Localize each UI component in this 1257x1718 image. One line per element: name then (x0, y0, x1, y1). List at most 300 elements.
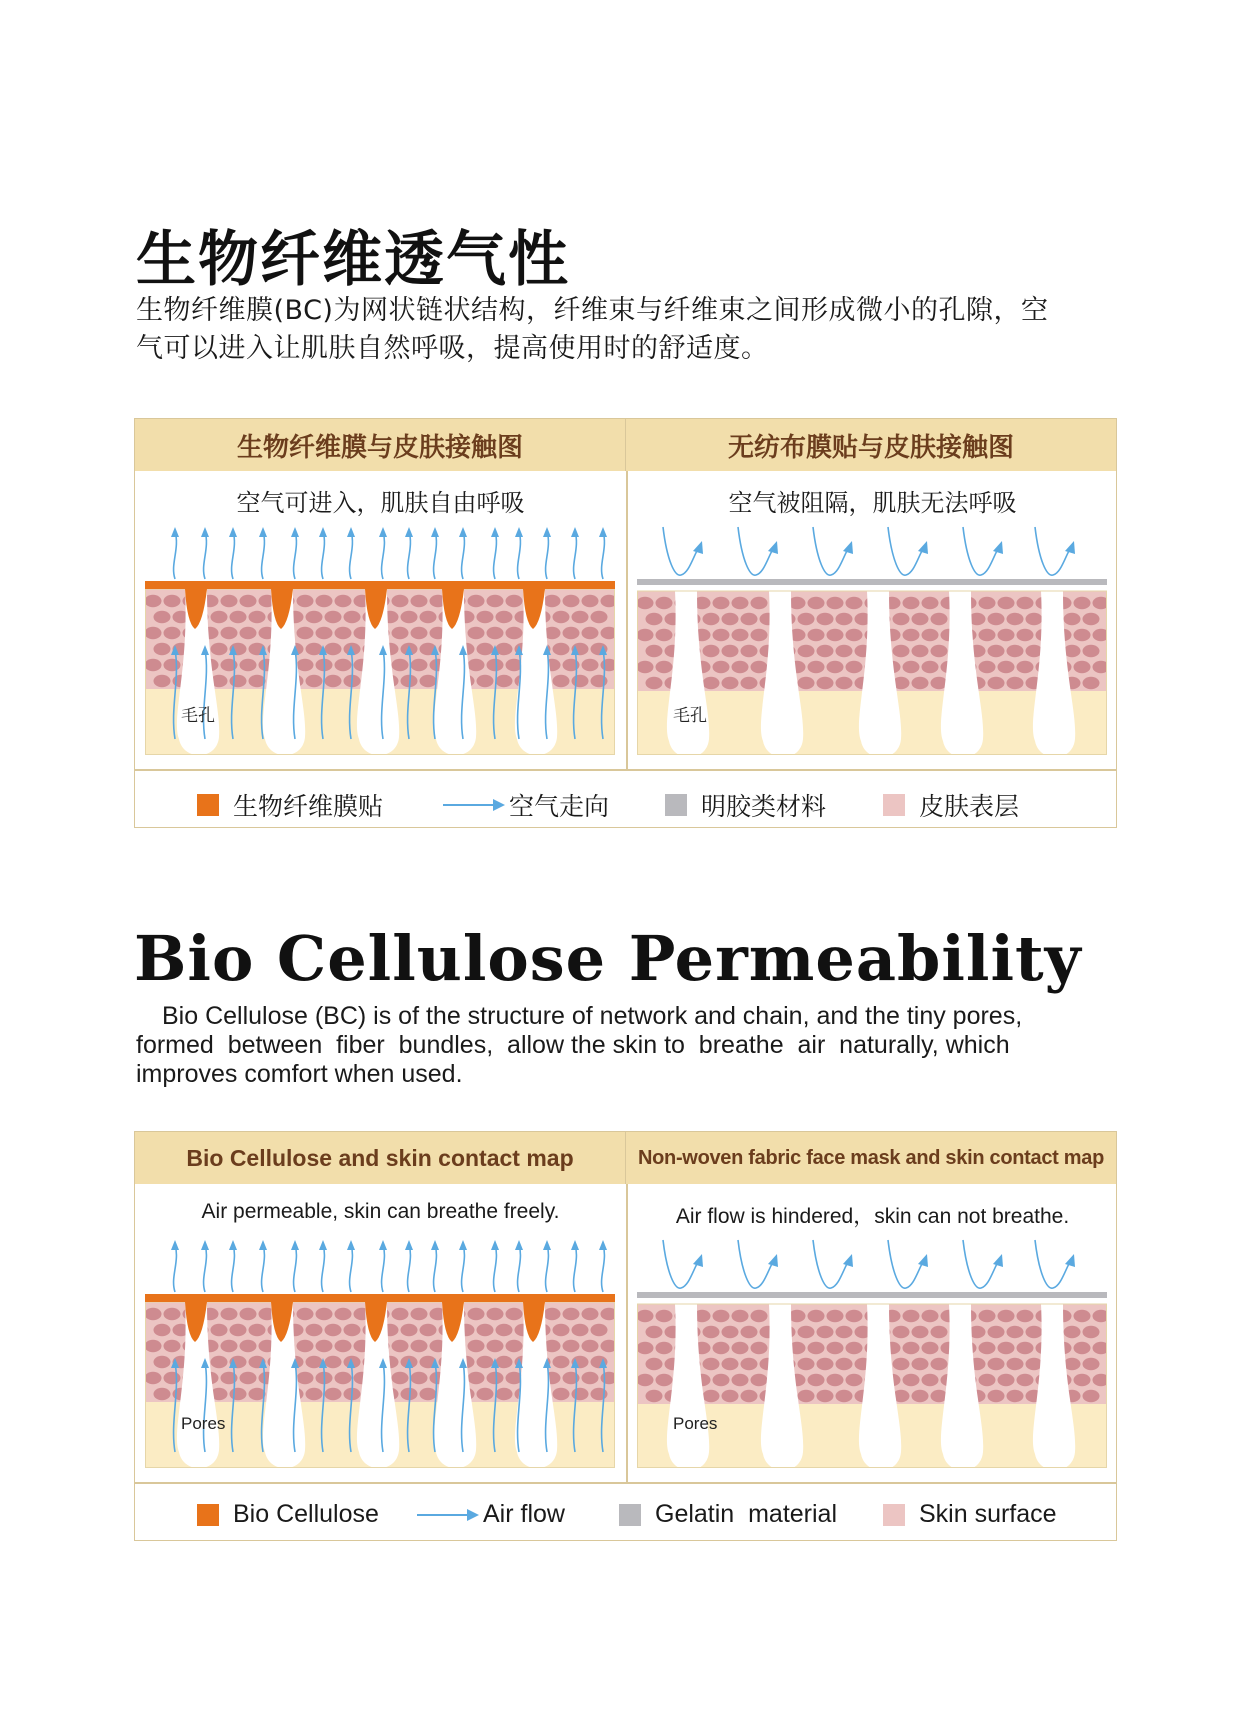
cell (732, 661, 749, 673)
cell (145, 1308, 162, 1320)
cell (922, 1310, 939, 1322)
cell (306, 1388, 323, 1400)
cell (411, 1372, 428, 1384)
cell (893, 1358, 910, 1370)
cell (637, 1374, 654, 1386)
cell (297, 1340, 314, 1352)
cell (998, 1310, 1015, 1322)
cell (988, 1326, 1005, 1338)
cell (496, 675, 513, 687)
cell (846, 597, 863, 609)
cell (646, 677, 663, 689)
comparison-panel-zh (134, 418, 1117, 828)
air-flow-arrow-icon (294, 1244, 297, 1292)
cell (998, 661, 1015, 673)
cell (154, 1356, 171, 1368)
arrowhead-icon (379, 527, 387, 537)
cell (713, 1374, 730, 1386)
air-flow-arrow-icon (408, 1244, 411, 1292)
cell (553, 1324, 570, 1336)
header-bio-cellulose: Bio Cellulose and skin contact map (186, 1144, 574, 1171)
cell (411, 595, 428, 607)
cell (145, 627, 162, 639)
cell (798, 645, 815, 657)
cell (325, 643, 342, 655)
cell (582, 595, 599, 607)
cell (912, 1358, 929, 1370)
pore-label: Pores (181, 1414, 226, 1433)
cell (836, 613, 853, 625)
cell (164, 1308, 181, 1320)
panel-header (135, 419, 1116, 471)
arrowhead-icon (1065, 1254, 1075, 1267)
cell (591, 675, 608, 687)
cell (544, 595, 561, 607)
cell (817, 1326, 834, 1338)
cell (893, 645, 910, 657)
cell (325, 1324, 342, 1336)
cell (751, 629, 768, 641)
legend-item-air (417, 1500, 565, 1529)
cell (145, 659, 162, 671)
cell (335, 1308, 352, 1320)
cell (846, 629, 863, 641)
cell (798, 677, 815, 689)
cell (392, 659, 409, 671)
cell (751, 1310, 768, 1322)
arrowhead-icon (843, 541, 853, 554)
cell (903, 1374, 920, 1386)
cell (1007, 1390, 1024, 1402)
cell (827, 1342, 844, 1354)
cell (1074, 597, 1091, 609)
cell (477, 1356, 494, 1368)
cell (1083, 645, 1100, 657)
cell (808, 629, 825, 641)
cell (1017, 629, 1034, 641)
arrowhead-icon (571, 527, 579, 537)
bio-cellulose-film (145, 1294, 615, 1302)
cell (713, 597, 730, 609)
diagram-bio-cellulose (145, 1236, 615, 1468)
legend-label: Air flow (483, 1500, 565, 1528)
cell (230, 675, 247, 687)
cell (722, 1326, 739, 1338)
cell (335, 1372, 352, 1384)
cell (751, 1342, 768, 1354)
arrowhead-icon (543, 527, 551, 537)
cell (656, 661, 673, 673)
legend (135, 771, 1116, 827)
cell (240, 595, 257, 607)
cell (240, 1340, 257, 1352)
pink-swatch-icon (883, 794, 905, 816)
cell (827, 661, 844, 673)
air-flow-arrow-icon (350, 531, 353, 579)
legend-label: Skin surface (919, 1500, 1057, 1528)
cell (297, 627, 314, 639)
cell (563, 595, 580, 607)
cell (164, 1372, 181, 1384)
cell (344, 1324, 361, 1336)
cell (903, 1310, 920, 1322)
cell (477, 675, 494, 687)
cell (817, 645, 834, 657)
cell (154, 1388, 171, 1400)
air-flow-arrow-icon (546, 531, 549, 579)
cell (1074, 1342, 1091, 1354)
cell (420, 611, 437, 623)
cell (798, 1326, 815, 1338)
arrowhead-icon (768, 541, 778, 554)
cell (656, 597, 673, 609)
cell (306, 1324, 323, 1336)
cell (572, 1388, 589, 1400)
cell (1007, 613, 1024, 625)
legend-item-skin (883, 787, 1019, 823)
air-flow-arrow-icon (434, 531, 437, 579)
cell (553, 675, 570, 687)
cell (468, 627, 485, 639)
cell (1083, 1358, 1100, 1370)
air-flow-arrow-icon (518, 531, 521, 579)
legend-item-skin (883, 1500, 1057, 1529)
cell (912, 645, 929, 657)
cell (487, 627, 504, 639)
cell (553, 611, 570, 623)
intro-line: 气可以进入让肌肤自然呼吸，提高使用时的舒适度。 (136, 333, 769, 364)
cell (988, 613, 1005, 625)
cell (808, 1342, 825, 1354)
cell (297, 659, 314, 671)
arrowhead-icon (571, 1240, 579, 1250)
cell (154, 643, 171, 655)
cell (903, 629, 920, 641)
intro-paragraph-zh (136, 292, 1136, 368)
cell (741, 645, 758, 657)
cell (656, 1342, 673, 1354)
cell (164, 627, 181, 639)
arrowhead-icon (379, 1240, 387, 1250)
cell (249, 611, 266, 623)
cell (732, 1374, 749, 1386)
cell (637, 1342, 654, 1354)
cell (249, 1324, 266, 1336)
arrowhead-icon (347, 1240, 355, 1250)
cell (1017, 1374, 1034, 1386)
cell (732, 629, 749, 641)
arrowhead-icon (229, 527, 237, 537)
cell (808, 597, 825, 609)
arrowhead-icon (229, 1240, 237, 1250)
cell (703, 1358, 720, 1370)
cell (998, 597, 1015, 609)
cell (420, 1388, 437, 1400)
air-flow-arrow-icon (546, 1244, 549, 1292)
cell (487, 1340, 504, 1352)
cell (703, 677, 720, 689)
cell (487, 1308, 504, 1320)
cell (827, 597, 844, 609)
cell (893, 1326, 910, 1338)
arrowhead-icon (319, 527, 327, 537)
air-flow-arrow-icon (350, 1244, 353, 1292)
cell (751, 597, 768, 609)
air-flow-arrow-icon (574, 531, 577, 579)
pore-label: 毛孔 (673, 706, 707, 726)
cell (544, 1308, 561, 1320)
cell (836, 677, 853, 689)
arrowhead-icon (491, 1240, 499, 1250)
cell (798, 613, 815, 625)
cell (722, 645, 739, 657)
cell (988, 677, 1005, 689)
air-flow-arrow-icon (462, 531, 465, 579)
cell (164, 659, 181, 671)
air-flow-arrow-icon (574, 1244, 577, 1292)
gelatin-barrier (637, 579, 1107, 585)
arrow-right-icon (443, 798, 505, 812)
cell (817, 1358, 834, 1370)
cell (979, 1374, 996, 1386)
cell (477, 611, 494, 623)
cell (893, 613, 910, 625)
air-flow-arrow-icon (494, 531, 497, 579)
cell (912, 1390, 929, 1402)
cell (922, 661, 939, 673)
cell (230, 1388, 247, 1400)
gray-swatch-icon (665, 794, 687, 816)
cell (998, 1374, 1015, 1386)
arrowhead-icon (599, 527, 607, 537)
cell (164, 1340, 181, 1352)
cell (998, 629, 1015, 641)
caption-bio-cellulose: 空气可进入，肌肤自由呼吸 (236, 489, 525, 517)
cell (335, 627, 352, 639)
cell (591, 1324, 608, 1336)
cell (211, 611, 228, 623)
cell (154, 611, 171, 623)
cell (591, 611, 608, 623)
cell (411, 659, 428, 671)
cell (221, 627, 238, 639)
cell (931, 645, 948, 657)
cell (411, 1340, 428, 1352)
diagram-bio-cellulose (145, 523, 615, 755)
legend-label: Gelatin material (655, 1500, 838, 1528)
cell (979, 629, 996, 641)
cell (221, 1340, 238, 1352)
air-flow-arrow-icon (232, 531, 235, 579)
arrowhead-icon (693, 541, 703, 554)
cell (741, 1326, 758, 1338)
cell (1026, 1326, 1043, 1338)
cell (316, 1340, 333, 1352)
cell (808, 1374, 825, 1386)
cell (477, 1388, 494, 1400)
cell (732, 597, 749, 609)
cell (646, 613, 663, 625)
arrowhead-icon (459, 1240, 467, 1250)
air-flow-arrow-icon (408, 531, 411, 579)
arrowhead-icon (291, 527, 299, 537)
cell (487, 659, 504, 671)
arrowhead-icon (201, 527, 209, 537)
cell (646, 1358, 663, 1370)
cell (912, 677, 929, 689)
air-flow-arrow-icon (462, 1244, 465, 1292)
cell (656, 1310, 673, 1322)
cell (506, 1308, 523, 1320)
cell (325, 611, 342, 623)
cell (420, 1324, 437, 1336)
cell (496, 1388, 513, 1400)
cell (1083, 677, 1100, 689)
cell (316, 595, 333, 607)
cell (145, 595, 162, 607)
arrowhead-icon (171, 1240, 179, 1250)
cell (506, 1340, 523, 1352)
cell (221, 1308, 238, 1320)
arrowhead-icon (768, 1254, 778, 1267)
arrowhead-icon (405, 1240, 413, 1250)
intro-line: improves comfort when used. (136, 1060, 463, 1088)
cell (827, 629, 844, 641)
cell (713, 661, 730, 673)
cell (903, 661, 920, 673)
cell (487, 1372, 504, 1384)
cell (836, 1390, 853, 1402)
cell (154, 1324, 171, 1336)
legend-item-air (443, 787, 609, 823)
cell (1026, 613, 1043, 625)
cell (751, 661, 768, 673)
caption-bio-cellulose: Air permeable, skin can breathe freely. (201, 1200, 560, 1223)
cell (808, 1310, 825, 1322)
cell (211, 643, 228, 655)
cell (297, 1372, 314, 1384)
cell (656, 1374, 673, 1386)
cell (817, 1390, 834, 1402)
cell (646, 645, 663, 657)
gelatin-barrier (637, 1292, 1107, 1298)
cell (582, 1340, 599, 1352)
air-flow-arrow-icon (262, 531, 265, 579)
cell (392, 595, 409, 607)
cell (646, 1326, 663, 1338)
arrowhead-icon (993, 541, 1003, 554)
arrowhead-icon (171, 527, 179, 537)
cell (988, 1390, 1005, 1402)
cell (401, 1324, 418, 1336)
cell (563, 1308, 580, 1320)
cell (703, 1326, 720, 1338)
air-flow-arrow-icon (204, 1244, 207, 1292)
cell (1017, 597, 1034, 609)
cell (722, 1358, 739, 1370)
cell (722, 613, 739, 625)
cell (335, 1340, 352, 1352)
cell (1017, 1310, 1034, 1322)
legend-label: 明胶类材料 (701, 792, 827, 821)
cell (468, 1372, 485, 1384)
cell (230, 611, 247, 623)
cell (496, 611, 513, 623)
air-flow-arrow-icon (232, 1244, 235, 1292)
cell (637, 597, 654, 609)
cell (1074, 661, 1091, 673)
air-flow-arrow-icon (494, 1244, 497, 1292)
cell (553, 1388, 570, 1400)
cell (496, 1324, 513, 1336)
cell (477, 1324, 494, 1336)
caption-non-woven: Air flow is hindered，skin can not breathe. (675, 1205, 1070, 1228)
cell (846, 1374, 863, 1386)
cell (154, 675, 171, 687)
cell (979, 1342, 996, 1354)
cell (316, 627, 333, 639)
cell (487, 595, 504, 607)
cell (817, 613, 834, 625)
cell (411, 627, 428, 639)
comparison-panel-en (134, 1131, 1117, 1541)
cell (221, 595, 238, 607)
cell (1007, 677, 1024, 689)
cell (836, 645, 853, 657)
cell (798, 1358, 815, 1370)
legend-item-bio (197, 1500, 379, 1529)
arrowhead-icon (918, 1254, 928, 1267)
cell (1064, 613, 1081, 625)
cell (468, 659, 485, 671)
cell (703, 645, 720, 657)
cell (656, 629, 673, 641)
arrowhead-icon (201, 1240, 209, 1250)
cell (240, 659, 257, 671)
cell (751, 1374, 768, 1386)
cell (325, 1388, 342, 1400)
cell (477, 643, 494, 655)
arrowhead-icon (599, 1240, 607, 1250)
cell (637, 661, 654, 673)
cell (344, 611, 361, 623)
diagram-non-woven (637, 523, 1107, 755)
legend-item-gelatin (665, 787, 826, 823)
cell (1007, 1326, 1024, 1338)
cell (240, 1308, 257, 1320)
cell (553, 643, 570, 655)
arrowhead-icon (693, 1254, 703, 1267)
cell (988, 1358, 1005, 1370)
cell (1007, 645, 1024, 657)
cell (164, 595, 181, 607)
cell (912, 613, 929, 625)
cell (836, 1358, 853, 1370)
cell (903, 1342, 920, 1354)
cell (741, 677, 758, 689)
cell (572, 675, 589, 687)
air-flow-arrow-icon (382, 531, 385, 579)
cell (335, 595, 352, 607)
cell (468, 1340, 485, 1352)
cell (817, 677, 834, 689)
legend-label: 生物纤维膜贴 (233, 792, 384, 821)
cell (582, 659, 599, 671)
cell (988, 645, 1005, 657)
cell (297, 1308, 314, 1320)
cell (392, 1340, 409, 1352)
cell (722, 1390, 739, 1402)
